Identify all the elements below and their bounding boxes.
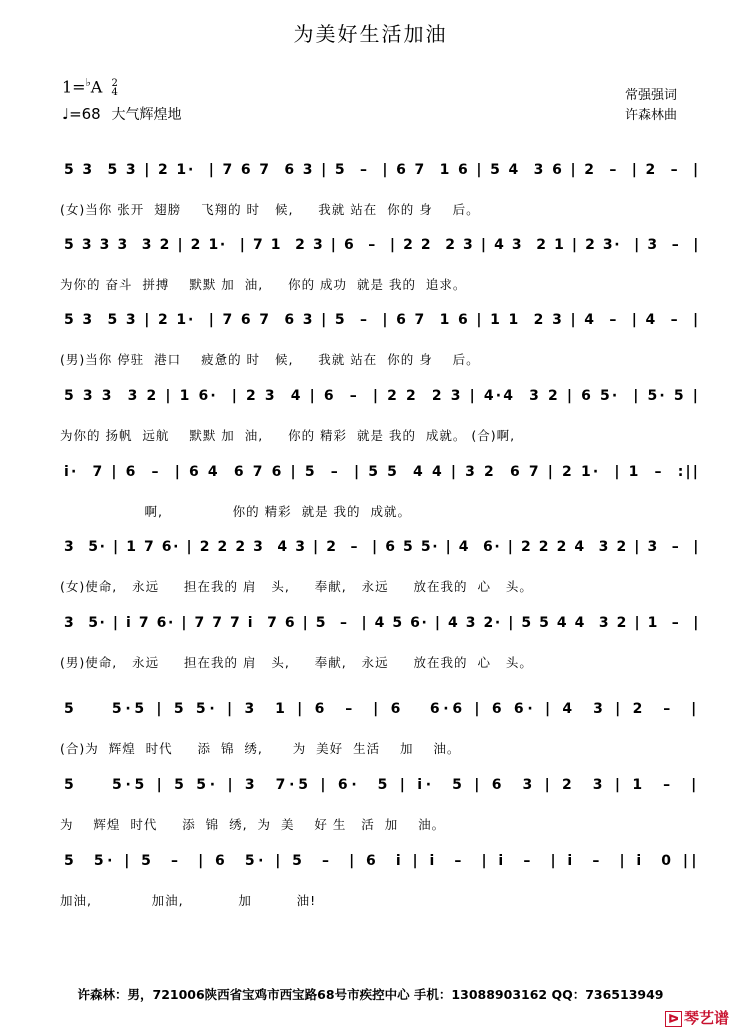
notation-line	[60, 233, 700, 259]
lyric-line	[60, 891, 700, 909]
lyric-text: (合)为 辉煌 时代 添 锦 绣, 为 美好 生活 加 油。	[60, 741, 461, 756]
score-row	[60, 611, 700, 671]
lyric-line	[60, 739, 700, 757]
score-row	[60, 158, 700, 218]
score-row	[60, 460, 700, 520]
lyric-text: (女)当你 张开 翅膀 飞翔的 时 候, 我就 站在 你的 身 后。	[60, 202, 480, 217]
key-signature	[62, 76, 118, 97]
score-row	[60, 849, 700, 909]
lyric-line	[60, 275, 700, 293]
score-row	[60, 233, 700, 293]
lyric-line	[60, 426, 700, 444]
lyric-text: 为你的 扬帆 远航 默默 加 油, 你的 精彩 就是 我的 成就。 (合)啊,	[60, 428, 516, 443]
lyric-line	[60, 653, 700, 671]
notation-text: 5 3 3 3 2 | 1 6· | 2 3 4 | 6 – | 2 2 2 3 | 4·4 3 2 | 6 5· | 5· 5 |	[64, 388, 700, 404]
site-logo	[665, 1007, 729, 1028]
lyric-text: 加油, 加油, 加 油!	[60, 893, 317, 908]
lyric-line	[60, 815, 700, 833]
score-row	[60, 697, 700, 757]
notation-line	[60, 158, 700, 184]
notation-text: 5 3 5 3 | 2 1· | 7 6 7 6 3 | 5 – | 6 7 1 6 | 1 1 2 3 | 4 – | 4 – |	[64, 312, 700, 328]
notation-text: 5 3 5 3 | 2 1· | 7 6 7 6 3 | 5 – | 6 7 1 6 | 5 4 3 6 | 2 – | 2 – |	[64, 162, 700, 178]
lyric-line	[60, 200, 700, 218]
lyric-text: 为你的 奋斗 拼搏 默默 加 油, 你的 成功 就是 我的 追求。	[60, 277, 467, 292]
notation-line	[60, 460, 700, 486]
score-row	[60, 773, 700, 833]
notation-line	[60, 384, 700, 410]
notation-line	[60, 773, 700, 799]
time-signature	[111, 79, 117, 97]
notation-line	[60, 535, 700, 561]
notation-text: 5 3 3 3 3 2 | 2 1· | 7 1 2 3 | 6 – | 2 2 2 3 | 4 3 2 1 | 2 3· | 3 – |	[64, 237, 700, 253]
key-prefix: 1=	[62, 77, 86, 97]
lyric-text: (男)使命, 永远 担在我的 肩 头, 奉献, 永远 放在我的 心 头。	[60, 655, 533, 670]
lyric-line	[60, 502, 700, 520]
notation-line	[60, 697, 700, 723]
lyric-line	[60, 577, 700, 595]
lyricist-credit: 常强强词	[624, 88, 677, 103]
score-row	[60, 308, 700, 368]
meter-bottom: 4	[111, 86, 118, 98]
notation-line	[60, 611, 700, 637]
song-title: 为美好生活加油	[293, 22, 448, 46]
notation-text: 5 5· | 5 – | 6 5· | 5 – | 6 i | i – | i – | i – | i 0 ||	[64, 853, 700, 869]
score-row	[60, 384, 700, 444]
tempo-marking	[62, 104, 182, 124]
contact-footer: 许森林：男，721006陕西省宝鸡市西宝路68号市疾控中心 手机：13088903162 QQ：736513949	[77, 987, 664, 1002]
logo-mark-icon: ᐅ	[665, 1011, 682, 1027]
lyric-line	[60, 350, 700, 368]
flat-sign: ♭	[85, 76, 91, 89]
notation-line	[60, 849, 700, 875]
lyric-text: (男)当你 停驻 港口 疲惫的 时 候, 我就 站在 你的 身 后。	[60, 352, 480, 367]
tempo-value: ♩=68	[62, 105, 101, 123]
lyric-text: 为 辉煌 时代 添 锦 绣, 为 美 好 生 活 加 油。	[60, 817, 446, 832]
notation-text: 3 5· | i 7 6· | 7 7 7 i 7 6 | 5 – | 4 5 6· | 4 3 2· | 5 5 4 4 3 2 | 1 – |	[64, 615, 700, 631]
notation-text: 5 5·5 | 5 5· | 3 1 | 6 – | 6 6·6 | 6 6· | 4 3 | 2 – |	[64, 701, 700, 717]
key-letter: A	[90, 77, 103, 97]
notation-text: 5 5·5 | 5 5· | 3 7·5 | 6· 5 | i· 5 | 6 3 | 2 3 | 1 – |	[64, 777, 700, 793]
composer-credit: 许森林曲	[624, 108, 677, 123]
credits	[625, 86, 677, 126]
lyric-text: (女)使命, 永远 担在我的 肩 头, 奉献, 永远 放在我的 心 头。	[60, 579, 533, 594]
meter-top: 2	[111, 77, 118, 89]
score-row	[60, 535, 700, 595]
tempo-style: 大气辉煌地	[111, 107, 182, 123]
notation-text: 3 5· | 1 7 6· | 2 2 2 3 4 3 | 2 – | 6 5 5· | 4 6· | 2 2 2 4 3 2 | 3 – |	[64, 539, 700, 555]
logo-text: 琴艺谱	[683, 1009, 729, 1027]
notation-line	[60, 308, 700, 334]
lyric-text: 啊, 你的 精彩 就是 我的 成就。	[60, 504, 411, 519]
notation-text: i· 7 | 6 – | 6 4 6 7 6 | 5 – | 5 5 4 4 | 3 2 6 7 | 2 1· | 1 – :||	[64, 464, 700, 480]
